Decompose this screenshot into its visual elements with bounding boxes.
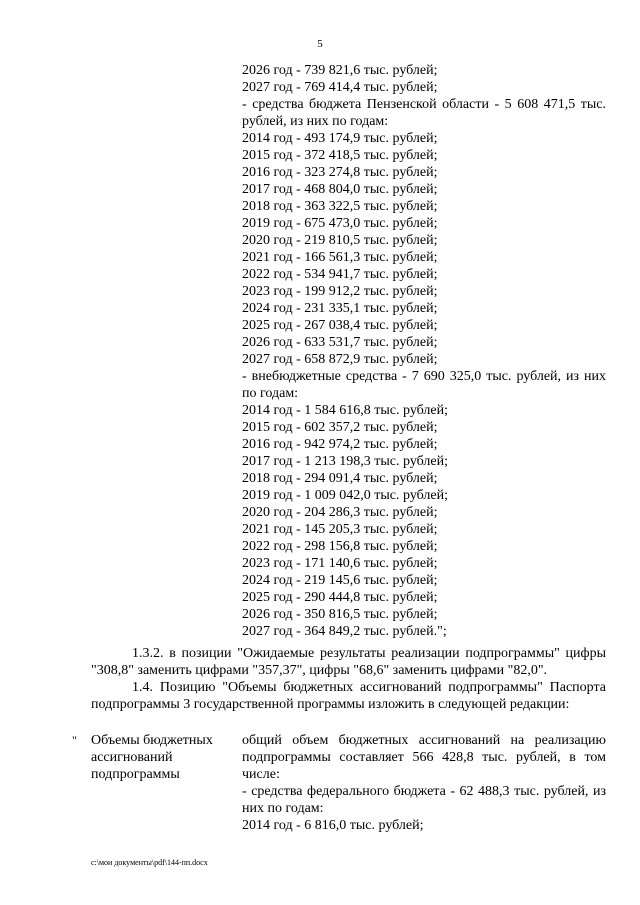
extrabudgetary-year-line: 2019 год - 1 009 042,0 тыс. рублей; (242, 488, 449, 503)
extrabudgetary-year-line: 2021 год - 145 205,3 тыс. рублей; (242, 522, 438, 537)
amendment-1-3-2 (91, 645, 606, 679)
regional-year-line: 2014 год - 493 174,9 тыс. рублей; (242, 131, 438, 146)
regional-year-line: 2018 год - 363 322,5 тыс. рублей; (242, 199, 438, 214)
amendment-1-4 (91, 679, 606, 713)
extrabudgetary-year-line: 2018 год - 294 091,4 тыс. рублей; (242, 471, 438, 486)
amendment-1-4-text: 1.4. Позицию "Объемы бюджетных ассигнований подпрограммы" Паспорта подпрограммы 3 государственной программы изложить в следующей редакции: (91, 680, 606, 712)
amendment-1-3-2-text: 1.3.2. в позиции "Ожидаемые результаты реализации подпрограммы" цифры "308,8" заменить цифрами "357,37", цифры "68,6" заменить цифрами "82,0". (91, 646, 606, 678)
regional-year-line: 2022 год - 534 941,7 тыс. рублей; (242, 267, 438, 282)
extrabudgetary-year-line: 2023 год - 171 140,6 тыс. рублей; (242, 556, 438, 571)
extrabudgetary-intro: - внебюджетные средства - 7 690 325,0 тыс. рублей, из них по годам: (242, 369, 606, 401)
extrabudgetary-year-line: 2020 год - 204 286,3 тыс. рублей; (242, 505, 438, 520)
funding-line: 2027 год - 769 414,4 тыс. рублей; (242, 80, 438, 95)
extrabudgetary-year-line: 2015 год - 602 357,2 тыс. рублей; (242, 420, 438, 435)
regional-year-line: 2017 год - 468 804,0 тыс. рублей; (242, 182, 438, 197)
regional-year-line: 2026 год - 633 531,7 тыс. рублей; (242, 335, 438, 350)
passport-total: общий объем бюджетных ассигнований на реализацию подпрограммы составляет 566 428,8 тыс. рублей, в том числе: (242, 733, 606, 782)
regional-year-line: 2023 год - 199 912,2 тыс. рублей; (242, 284, 438, 299)
extrabudgetary-year-line: 2025 год - 290 444,8 тыс. рублей; (242, 590, 438, 605)
extrabudgetary-year-line: 2027 год - 364 849,2 тыс. рублей."; (242, 624, 447, 639)
funding-list (242, 62, 606, 640)
regional-year-line: 2021 год - 166 561,3 тыс. рублей; (242, 250, 438, 265)
extrabudgetary-year-line: 2016 год - 942 974,2 тыс. рублей; (242, 437, 438, 452)
funding-line: 2026 год - 739 821,6 тыс. рублей; (242, 63, 438, 78)
regional-year-line: 2019 год - 675 473,0 тыс. рублей; (242, 216, 438, 231)
page-number: 5 (317, 38, 323, 50)
regional-year-line: 2020 год - 219 810,5 тыс. рублей; (242, 233, 438, 248)
passport-year-line: 2014 год - 6 816,0 тыс. рублей; (242, 818, 424, 833)
regional-year-line: 2027 год - 658 872,9 тыс. рублей; (242, 352, 438, 367)
regional-year-line: 2015 год - 372 418,5 тыс. рублей; (242, 148, 438, 163)
extrabudgetary-year-line: 2024 год - 219 145,6 тыс. рублей; (242, 573, 438, 588)
extrabudgetary-year-line: 2014 год - 1 584 616,8 тыс. рублей; (242, 403, 449, 418)
extrabudgetary-year-line: 2017 год - 1 213 198,3 тыс. рублей; (242, 454, 449, 469)
opening-quote: " (72, 733, 77, 747)
extrabudgetary-year-line: 2026 год - 350 816,5 тыс. рублей; (242, 607, 438, 622)
regional-year-line: 2016 год - 323 274,8 тыс. рублей; (242, 165, 438, 180)
footer-file-path: c:\мои документы\pdf\144-пп.docx (91, 858, 208, 867)
regional-year-line: 2025 год - 267 038,4 тыс. рублей; (242, 318, 438, 333)
regional-budget-intro: - средства бюджета Пензенской области - 5 608 471,5 тыс. рублей, из них по годам: (242, 97, 606, 129)
extrabudgetary-year-line: 2022 год - 298 156,8 тыс. рублей; (242, 539, 438, 554)
passport-federal-intro: - средства федерального бюджета - 62 488,3 тыс. рублей, из них по годам: (242, 784, 606, 816)
passport-label: Объемы бюджетных ассигнований подпрограммы (91, 733, 213, 782)
regional-year-line: 2024 год - 231 335,1 тыс. рублей; (242, 301, 438, 316)
passport-content (242, 732, 606, 834)
